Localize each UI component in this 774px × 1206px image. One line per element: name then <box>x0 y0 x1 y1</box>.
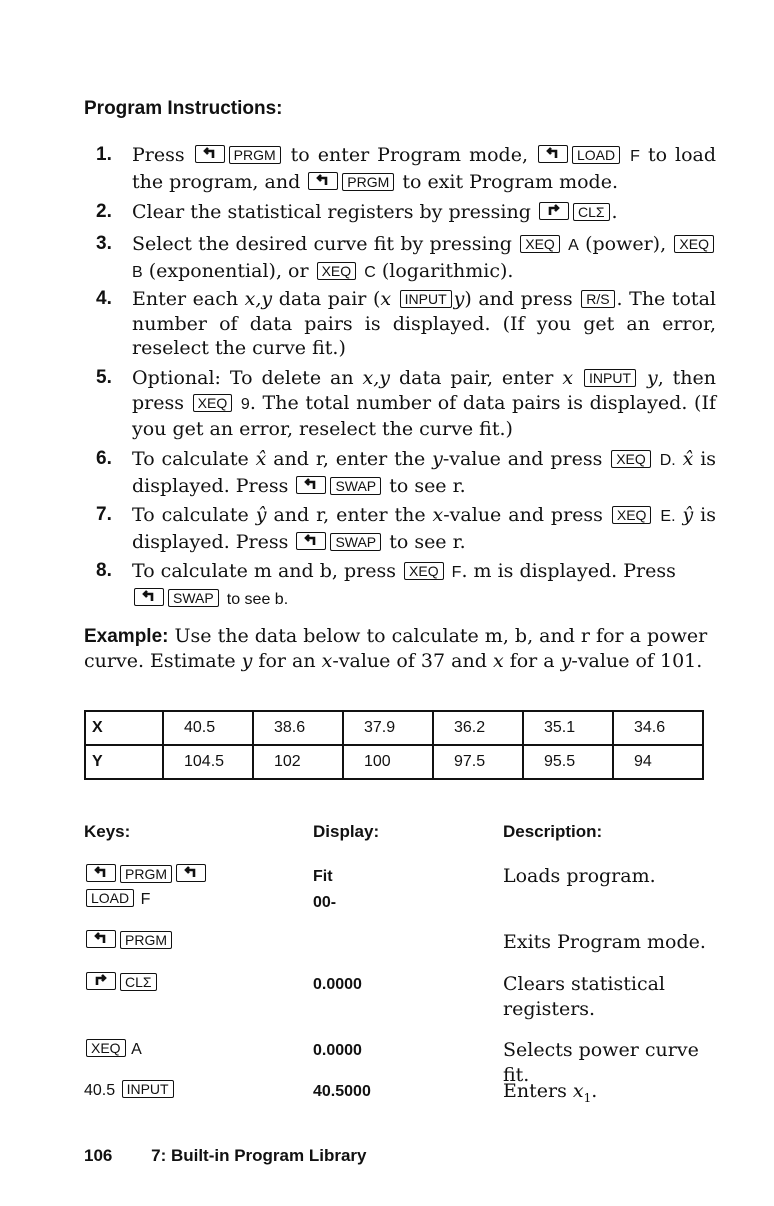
step-number: 4. <box>96 288 112 309</box>
example-text: Use the data below to calculate m, b, and r for a power curve. Estimate <box>84 625 708 672</box>
step-number: 2. <box>96 201 112 222</box>
var-xhat: x̂ <box>682 448 694 470</box>
var-x: x <box>492 650 504 672</box>
step-8 <box>96 559 716 612</box>
step-text: . m is displayed. Press <box>461 560 676 582</box>
key-letter: F <box>451 564 462 581</box>
key-letter: B <box>132 263 143 281</box>
xeq-key: XEQ <box>520 235 560 253</box>
left-shift-key-icon <box>86 864 116 882</box>
left-shift-key-icon <box>308 172 338 190</box>
right-shift-key-icon <box>539 202 569 220</box>
left-shift-key-icon <box>176 864 206 882</box>
display-cell: 0.0000 <box>313 976 362 993</box>
keys-cell <box>84 972 159 996</box>
table-cell: 104.5 <box>163 745 253 779</box>
example-text: for an <box>258 650 316 672</box>
display-header: Display: <box>313 822 380 841</box>
step-text: . <box>671 508 676 525</box>
left-shift-key-icon <box>195 145 225 163</box>
step-text: . <box>611 201 618 223</box>
chapter-title: 7: Built-in Program Library <box>151 1146 367 1165</box>
page-number: 106 <box>84 1146 113 1165</box>
example-text: -value of 37 and <box>332 650 487 672</box>
left-shift-key-icon <box>134 588 164 606</box>
keys-cell <box>84 1038 142 1062</box>
clear-stat-key: CLΣ <box>573 203 610 221</box>
step-text: Clear the statistical registers by pressing <box>132 201 531 223</box>
description-header: Description: <box>503 822 603 841</box>
step-text: to see r. <box>389 474 466 497</box>
table-cell: 94 <box>613 745 703 779</box>
load-key: LOAD <box>572 146 620 164</box>
var-y: y <box>432 448 443 470</box>
description-text: Enters <box>503 1080 567 1102</box>
right-shift-key-icon <box>86 972 116 990</box>
step-text: data pair, enter <box>398 367 554 389</box>
run-stop-key: R/S <box>581 290 614 308</box>
xeq-key: XEQ <box>612 506 652 524</box>
xeq-key: XEQ <box>404 562 444 580</box>
description-cell: Loads program. <box>503 865 656 887</box>
step-7 <box>96 503 716 554</box>
display-cell: 40.5000 <box>313 1083 371 1100</box>
step-text: (power), <box>585 233 667 255</box>
step-text: to exit Program mode. <box>402 170 619 193</box>
display-cell <box>313 864 336 916</box>
var-x: x <box>432 504 444 526</box>
step-2 <box>96 200 716 225</box>
var-x: x <box>572 1080 584 1102</box>
step-text: data pair ( <box>278 288 381 310</box>
table-cell: 36.2 <box>433 711 523 745</box>
description-cell <box>503 1079 718 1111</box>
table-cell: 34.6 <box>613 711 703 745</box>
key-letter: E <box>660 508 672 525</box>
step-text: -value and press <box>442 448 603 470</box>
step-text: Select the desired curve fit by pressing <box>132 233 512 255</box>
xeq-key: XEQ <box>674 235 714 253</box>
step-5 <box>96 366 716 442</box>
swap-key: SWAP <box>168 589 219 607</box>
description-cell: Selects power curve fit. <box>503 1039 699 1086</box>
prgm-key: PRGM <box>229 146 281 164</box>
keys-cell <box>84 930 174 954</box>
key-letter: C <box>364 263 376 281</box>
step-text: (logarithmic). <box>381 259 514 282</box>
key-letter: A <box>568 237 579 254</box>
step-3 <box>96 232 716 285</box>
left-shift-key-icon <box>538 145 568 163</box>
var-xhat: x̂ <box>255 448 267 470</box>
section-heading: Program Instructions: <box>84 98 283 119</box>
step-number: 7. <box>96 504 112 525</box>
step-number: 3. <box>96 233 112 254</box>
key-number: 40.5 <box>84 1082 116 1099</box>
display-value: Fit <box>313 868 333 885</box>
table-cell: 37.9 <box>343 711 433 745</box>
description-cell: Exits Program mode. <box>503 931 706 953</box>
step-text: is displayed. Press <box>132 448 717 497</box>
step-number: 1. <box>96 144 112 165</box>
key-letter: F <box>140 891 151 908</box>
keys-header: Keys: <box>84 822 131 841</box>
step-text: and r, enter the <box>273 504 426 526</box>
example-text: for a <box>509 650 555 672</box>
key-letter: 9 <box>240 395 250 413</box>
input-key: INPUT <box>584 369 636 387</box>
keys-cell <box>84 864 208 912</box>
clear-stat-key: CLΣ <box>120 973 157 991</box>
row-label: Y <box>85 745 163 779</box>
step-number: 5. <box>96 367 112 388</box>
step-text: Enter each <box>132 288 239 310</box>
input-key: INPUT <box>400 290 452 308</box>
var-xy: x,y <box>362 367 391 389</box>
xeq-key: XEQ <box>193 394 233 412</box>
step-text: Press <box>132 144 185 166</box>
var-xy: x,y <box>244 288 273 310</box>
table-row-y <box>85 745 703 779</box>
table-cell: 102 <box>253 745 343 779</box>
step-text: . The total number of data pairs is displayed. (If you get an error, reselect the curve fit.) <box>132 288 716 359</box>
step-text: -value and press <box>443 504 603 526</box>
var-y: y <box>241 650 253 672</box>
table-cell: 100 <box>343 745 433 779</box>
step-number: 8. <box>96 560 112 581</box>
table-row-x <box>85 711 703 745</box>
step-text: To calculate <box>132 448 249 470</box>
var-yhat: ŷ <box>255 504 267 526</box>
step-text: (exponential), or <box>148 259 309 282</box>
prgm-key: PRGM <box>342 173 394 191</box>
step-number: 6. <box>96 448 112 469</box>
row-label: X <box>85 711 163 745</box>
step-6 <box>96 447 716 498</box>
key-letter: D <box>659 452 672 469</box>
step-text: To calculate m and b, press <box>132 560 396 582</box>
example-label: Example: <box>84 626 169 647</box>
step-text: to see r. <box>389 530 466 553</box>
table-cell: 97.5 <box>433 745 523 779</box>
prgm-key: PRGM <box>120 931 172 949</box>
step-text: Optional: To delete an <box>132 367 354 389</box>
subscript: 1 <box>583 1090 592 1105</box>
step-1 <box>96 143 716 194</box>
var-y: y <box>453 288 465 310</box>
step-text: to load the program, and <box>132 144 717 193</box>
prgm-key: PRGM <box>120 865 172 883</box>
left-shift-key-icon <box>296 532 326 550</box>
xeq-key: XEQ <box>317 262 357 280</box>
step-text: to enter Program mode, <box>290 144 528 166</box>
step-text: . The total number of data pairs is displayed. (If you get an error, reselect the curve fit.) <box>132 391 716 440</box>
step-text: to see b. <box>226 590 289 608</box>
step-text: is displayed. Press <box>132 504 716 553</box>
step-text: and r, enter the <box>273 448 426 470</box>
var-y: y <box>560 650 572 672</box>
table-cell: 35.1 <box>523 711 613 745</box>
swap-key: SWAP <box>330 533 381 551</box>
display-value: 00- <box>313 894 337 911</box>
keys-cell <box>84 1079 176 1103</box>
left-shift-key-icon <box>296 476 326 494</box>
xeq-key: XEQ <box>86 1039 126 1057</box>
step-text: To calculate <box>132 504 249 526</box>
example-paragraph <box>84 624 714 674</box>
data-table <box>84 710 704 780</box>
var-x: x <box>380 288 392 310</box>
xeq-key: XEQ <box>611 450 651 468</box>
input-key: INPUT <box>122 1080 174 1098</box>
page-footer <box>84 1146 400 1166</box>
step-4 <box>96 287 716 361</box>
swap-key: SWAP <box>330 477 381 495</box>
table-cell: 95.5 <box>523 745 613 779</box>
table-cell: 40.5 <box>163 711 253 745</box>
table-cell: 38.6 <box>253 711 343 745</box>
var-x: x <box>562 367 574 389</box>
var-x: x <box>321 650 333 672</box>
step-text: . <box>671 452 676 469</box>
description-cell: Clears statistical registers. <box>503 973 665 1020</box>
example-text: -value of 101. <box>571 650 703 672</box>
load-key: LOAD <box>86 889 134 907</box>
description-text: . <box>591 1080 598 1102</box>
var-yhat: ŷ <box>682 504 694 526</box>
var-y: y <box>646 367 658 389</box>
display-cell: 0.0000 <box>313 1042 362 1059</box>
key-letter: F <box>630 148 640 165</box>
left-shift-key-icon <box>86 930 116 948</box>
step-text: , then press <box>132 367 717 414</box>
key-letter: A <box>131 1041 142 1058</box>
step-text: ) and press <box>464 288 573 310</box>
